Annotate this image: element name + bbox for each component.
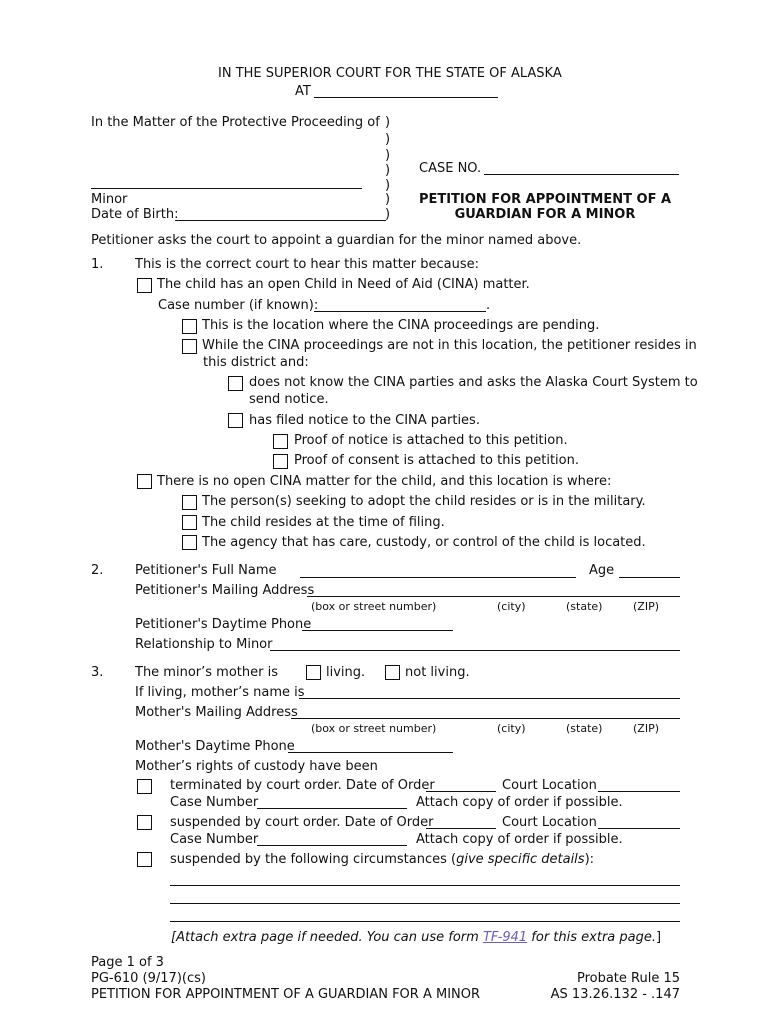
checkbox[interactable] [228, 413, 243, 428]
phone-field[interactable] [302, 630, 453, 631]
checkbox[interactable] [273, 434, 288, 449]
checkbox[interactable] [273, 454, 288, 469]
attach-extra-note: [Attach extra page if needed. You can use form TF-941 for this extra page.] [171, 930, 662, 945]
details-line[interactable] [170, 903, 680, 904]
phone-label: Petitioner's Daytime Phone [135, 617, 312, 632]
minor-label: Minor [91, 192, 128, 207]
caption-paren: ) [385, 178, 391, 193]
court-location-label: AT [295, 84, 311, 99]
caption-paren: ) [385, 207, 391, 222]
mother-phone-field[interactable] [288, 752, 453, 753]
option-label: Proof of notice is attached to this petition. [294, 433, 568, 448]
caption-paren: ) [385, 132, 391, 147]
caption-paren: ) [385, 163, 391, 178]
option-label: The child has an open Child in Need of Aid (CINA) matter. [157, 277, 530, 292]
mother-name-field[interactable] [299, 698, 680, 699]
mailing-field[interactable] [307, 596, 680, 597]
dob-label: Date of Birth: [91, 207, 179, 222]
mother-name-label: If living, mother’s name is [135, 685, 305, 700]
court-location-label: Court Location [502, 778, 597, 793]
court-location-field[interactable] [598, 828, 680, 829]
option-label: has filed notice to the CINA parties. [249, 413, 480, 428]
form-title-footer: PETITION FOR APPOINTMENT OF A GUARDIAN FOR A MINOR [91, 987, 481, 1002]
matter-label: In the Matter of the Protective Proceeding of [91, 115, 380, 130]
dob-field[interactable] [175, 220, 386, 221]
option-label: The agency that has care, custody, or control of the child is located. [202, 535, 646, 550]
mother-phone-label: Mother's Daytime Phone [135, 739, 295, 754]
option-label: This is the location where the CINA proceedings are pending. [202, 318, 600, 333]
intro-text: Petitioner asks the court to appoint a guardian for the minor named above. [91, 233, 582, 248]
checkbox[interactable] [137, 278, 152, 293]
case-number-label: Case Number [170, 832, 259, 847]
option-label: The child resides at the time of filing. [202, 515, 445, 530]
mother-mailing-field[interactable] [291, 718, 680, 719]
case-number-label: Case Number [170, 795, 259, 810]
section-number: 2. [91, 563, 104, 578]
full-name-label: Petitioner's Full Name [135, 563, 277, 578]
caption-paren: ) [385, 148, 391, 163]
option-label: While the CINA proceedings are not in this location, the petitioner resides in [202, 338, 697, 353]
checkbox[interactable] [182, 319, 197, 334]
age-field[interactable] [619, 577, 680, 578]
document-title: GUARDIAN FOR A MINOR [454, 207, 636, 222]
details-line[interactable] [170, 885, 680, 886]
probate-rule: Probate Rule 15 [576, 971, 680, 986]
checkbox[interactable] [228, 376, 243, 391]
attach-copy-note: Attach copy of order if possible. [416, 795, 623, 810]
checkbox[interactable] [182, 535, 197, 550]
document-title: PETITION FOR APPOINTMENT OF A [418, 192, 672, 207]
details-line[interactable] [170, 921, 680, 922]
checkbox[interactable] [182, 495, 197, 510]
checkbox[interactable] [137, 779, 152, 794]
custody-rights-label: Mother’s rights of custody have been [135, 759, 378, 774]
case-number-field[interactable] [257, 808, 407, 809]
case-number-label: Case number (if known): [158, 298, 319, 313]
caption-paren: ) [385, 192, 391, 207]
address-hint: (state) [566, 722, 603, 735]
mother-mailing-label: Mother's Mailing Address [135, 705, 298, 720]
full-name-field[interactable] [300, 577, 576, 578]
option-label: does not know the CINA parties and asks the Alaska Court System to [249, 375, 698, 390]
mailing-label: Petitioner's Mailing Address [135, 583, 315, 598]
case-no-field[interactable] [484, 174, 679, 175]
date-of-order-field[interactable] [426, 791, 496, 792]
relationship-field[interactable] [270, 650, 680, 651]
relationship-label: Relationship to Minor [135, 637, 273, 652]
option-label: living. [326, 665, 366, 680]
date-of-order-field[interactable] [426, 828, 496, 829]
address-hint: (state) [566, 600, 603, 613]
court-heading: IN THE SUPERIOR COURT FOR THE STATE OF ALASKA [218, 66, 562, 81]
option-label: There is no open CINA matter for the child, and this location is where: [157, 474, 612, 489]
checkbox[interactable] [137, 852, 152, 867]
checkbox[interactable] [385, 665, 400, 680]
case-number-field[interactable] [257, 845, 407, 846]
checkbox[interactable] [182, 515, 197, 530]
option-label: terminated by court order. Date of Order [170, 778, 435, 793]
option-label: Proof of consent is attached to this petition. [294, 453, 579, 468]
mother-status-label: The minor’s mother is [135, 665, 278, 680]
page-number: Page 1 of 3 [91, 955, 164, 970]
case-number-period: . [486, 298, 491, 313]
address-hint: (city) [497, 600, 526, 613]
checkbox[interactable] [137, 815, 152, 830]
age-label: Age [589, 563, 615, 578]
address-hint: (ZIP) [633, 722, 659, 735]
option-label: suspended by court order. Date of Order [170, 815, 434, 830]
address-hint: (ZIP) [633, 600, 659, 613]
address-hint: (city) [497, 722, 526, 735]
address-hint: (box or street number) [311, 722, 437, 735]
option-label: send notice. [249, 392, 329, 407]
option-label: suspended by the following circumstances (give specific details): [170, 852, 595, 867]
checkbox[interactable] [306, 665, 321, 680]
option-label: this district and: [203, 355, 309, 370]
checkbox[interactable] [137, 474, 152, 489]
caption-paren: ) [385, 115, 391, 130]
attach-copy-note: Attach copy of order if possible. [416, 832, 623, 847]
court-location-field[interactable] [598, 791, 680, 792]
section-number: 3. [91, 665, 104, 680]
case-number-field[interactable] [314, 311, 486, 312]
court-location-label: Court Location [502, 815, 597, 830]
option-label: not living. [405, 665, 470, 680]
section-number: 1. [91, 257, 104, 272]
case-no-label: CASE NO. [419, 161, 482, 176]
form-link[interactable]: TF-941 [482, 930, 528, 945]
minor-name-field[interactable] [91, 188, 362, 189]
section-1-lead: This is the correct court to hear this matter because: [135, 257, 480, 272]
address-hint: (box or street number) [311, 600, 437, 613]
checkbox[interactable] [182, 339, 197, 354]
court-location-field[interactable] [314, 97, 498, 98]
statute: AS 13.26.132 - .147 [550, 987, 680, 1002]
option-label: The person(s) seeking to adopt the child resides or is in the military. [202, 494, 646, 509]
form-number: PG-610 (9/17)(cs) [91, 971, 206, 986]
